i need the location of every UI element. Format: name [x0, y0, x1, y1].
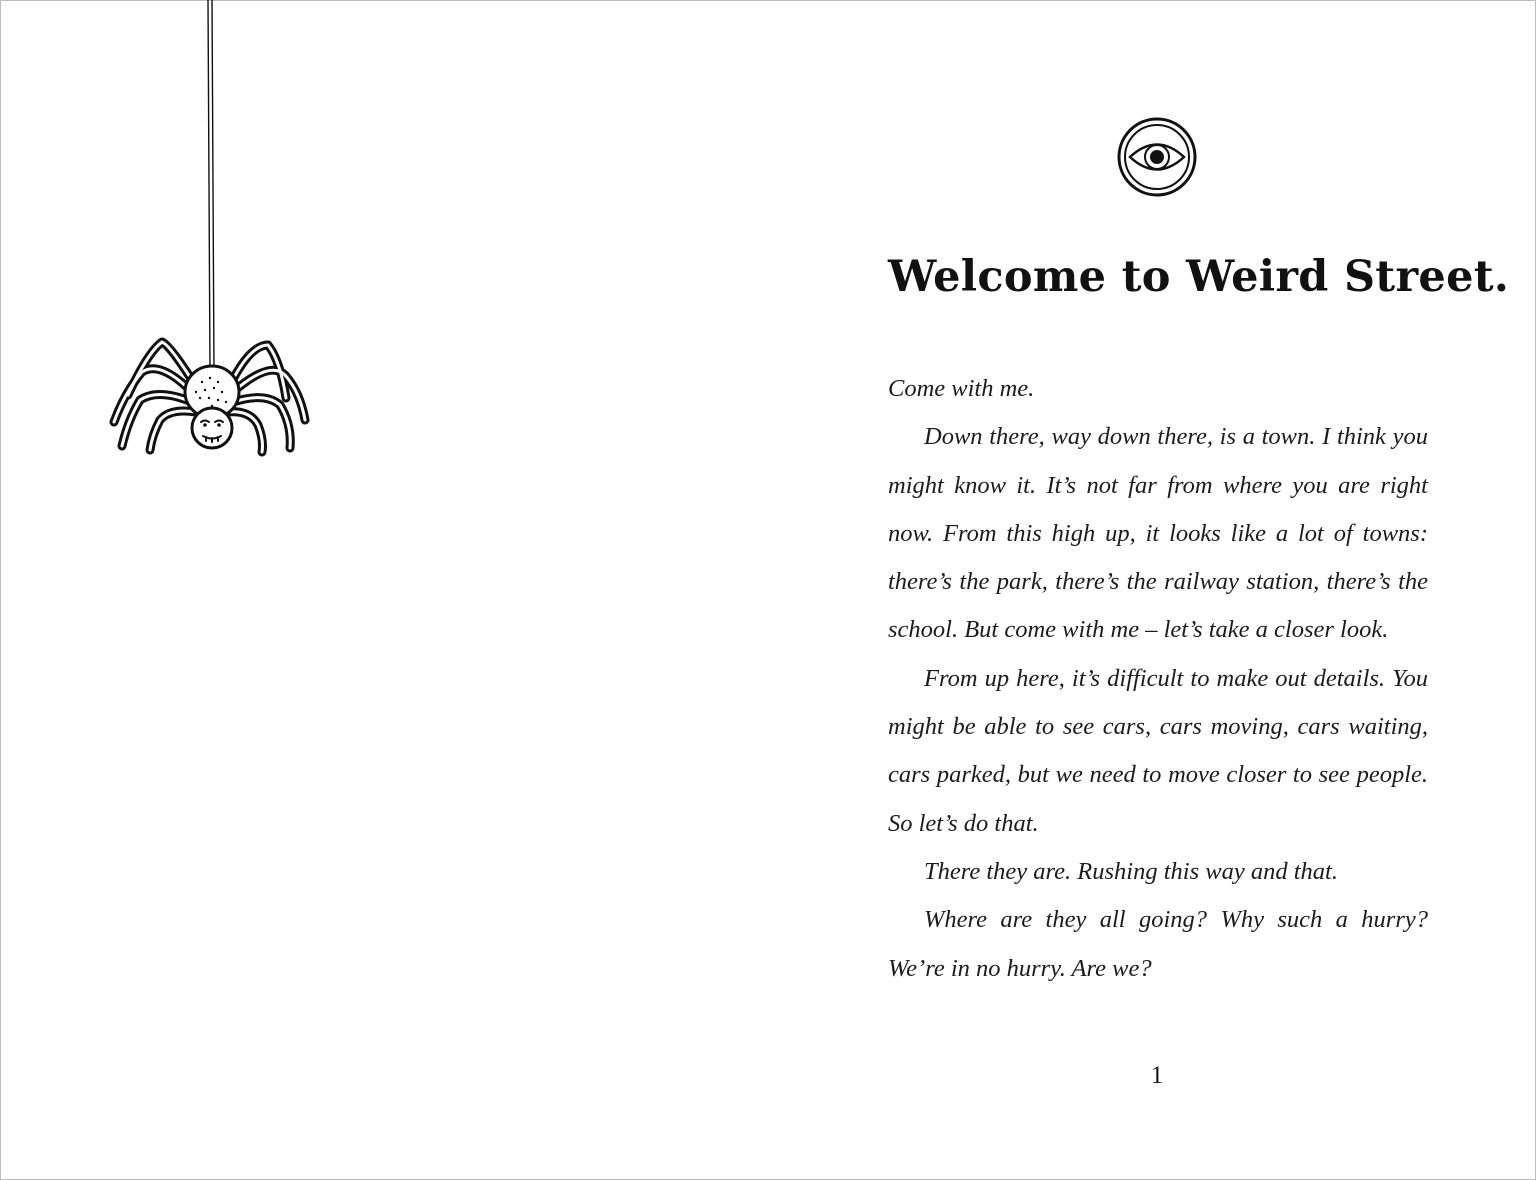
eye-icon [1116, 116, 1198, 198]
paragraph: Where are they all going? Why such a hurry? We’re in no hurry. Are we? [888, 906, 1428, 982]
paragraph: There they are. Rushing this way and that. [924, 857, 1338, 885]
paragraph: Come with me. [888, 375, 1035, 402]
chapter-body [888, 365, 1428, 993]
hanging-spider-icon [100, 0, 330, 470]
page-number: 1 [1150, 1062, 1164, 1089]
paragraph: From up here, it’s difficult to make out details. You might be able to see cars, cars moving, cars waiting, cars parked, but we need to move closer to see people. So let’s do that. [888, 664, 1428, 837]
paragraph: Down there, way down there, is a town. I think you might know it. It’s not far from where you are right now. From this high up, it looks like a lot of towns: there’s the park, there’s the railway station, there’s the school. But come with me – let’s take a closer look. [888, 423, 1428, 644]
chapter-title: Welcome to Weird Street. [888, 252, 1510, 302]
